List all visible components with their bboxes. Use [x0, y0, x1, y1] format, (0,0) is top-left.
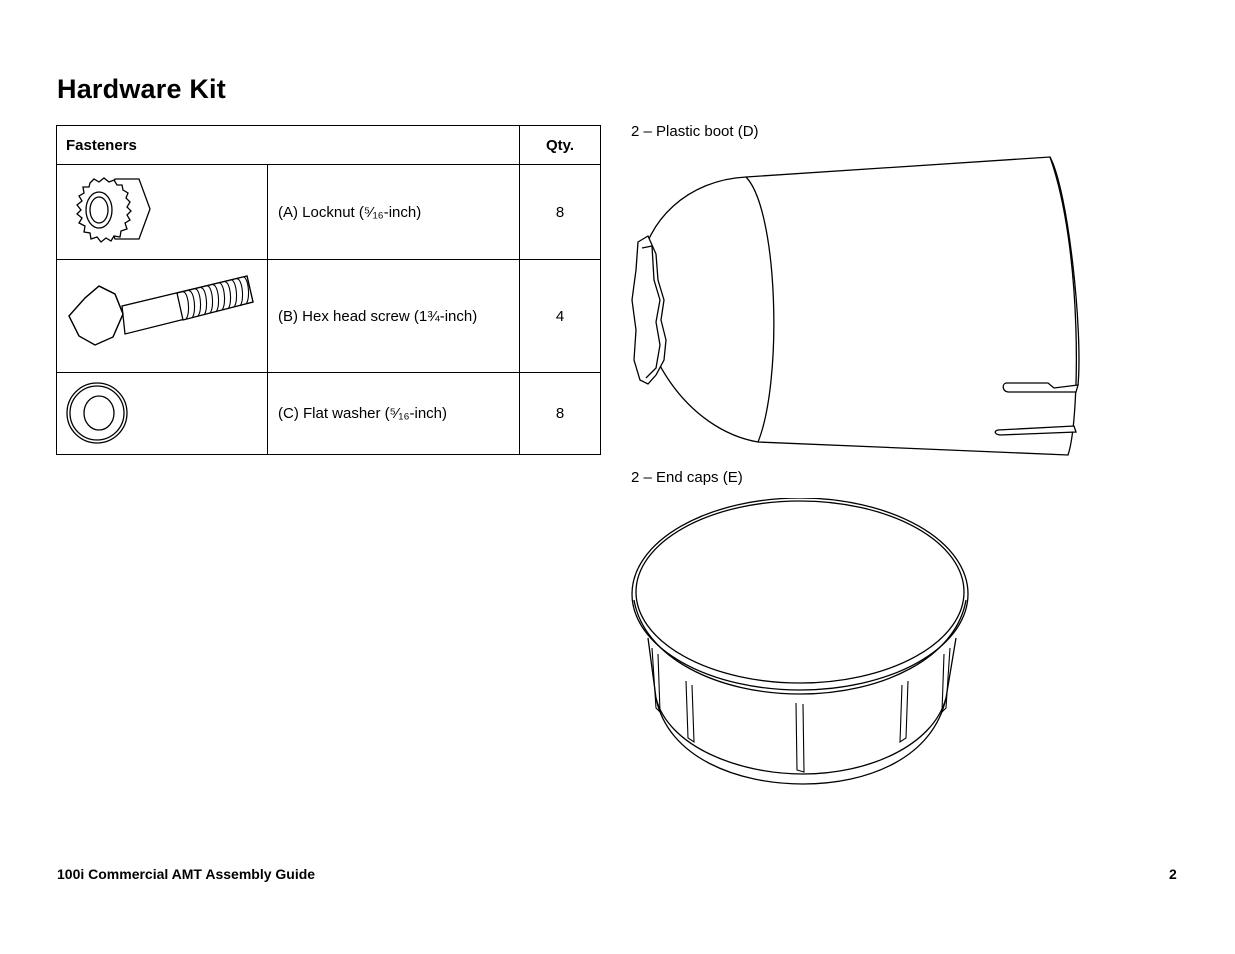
- washer-label: (C) Flat washer (⁵⁄₁₆-inch): [268, 373, 520, 455]
- qty-header: Qty.: [520, 126, 601, 165]
- footer-doc-title: 100i Commercial AMT Assembly Guide: [57, 866, 316, 882]
- screw-qty: 4: [520, 260, 601, 373]
- screw-cell: [57, 260, 268, 373]
- locknut-qty: 8: [520, 165, 601, 260]
- locknut-label: (A) Locknut (⁵⁄₁₆-inch): [268, 165, 520, 260]
- hex-head-screw-icon: [57, 260, 267, 372]
- table-row: [57, 373, 601, 455]
- table-row: [57, 165, 601, 260]
- end-cap-icon: [628, 498, 974, 788]
- page-title: Hardware Kit: [57, 74, 226, 104]
- washer-cell: [57, 373, 268, 455]
- table-header-row: [57, 126, 601, 165]
- locknut-icon: [57, 165, 267, 259]
- screw-label: (B) Hex head screw (1¾-inch): [268, 260, 520, 373]
- page-number: 2: [1169, 866, 1177, 882]
- plastic-boot-drawing: [628, 150, 1088, 460]
- washer-qty: 8: [520, 373, 601, 455]
- fasteners-header: Fasteners: [57, 126, 520, 165]
- plastic-boot-caption: 2 – Plastic boot (D): [631, 123, 759, 140]
- end-caps-caption: 2 – End caps (E): [631, 469, 743, 486]
- plastic-boot-icon: [628, 150, 1088, 460]
- table-row: [57, 260, 601, 373]
- locknut-cell: [57, 165, 268, 260]
- flat-washer-icon: [57, 373, 267, 454]
- end-cap-drawing: [628, 498, 974, 788]
- hardware-table: [56, 125, 601, 455]
